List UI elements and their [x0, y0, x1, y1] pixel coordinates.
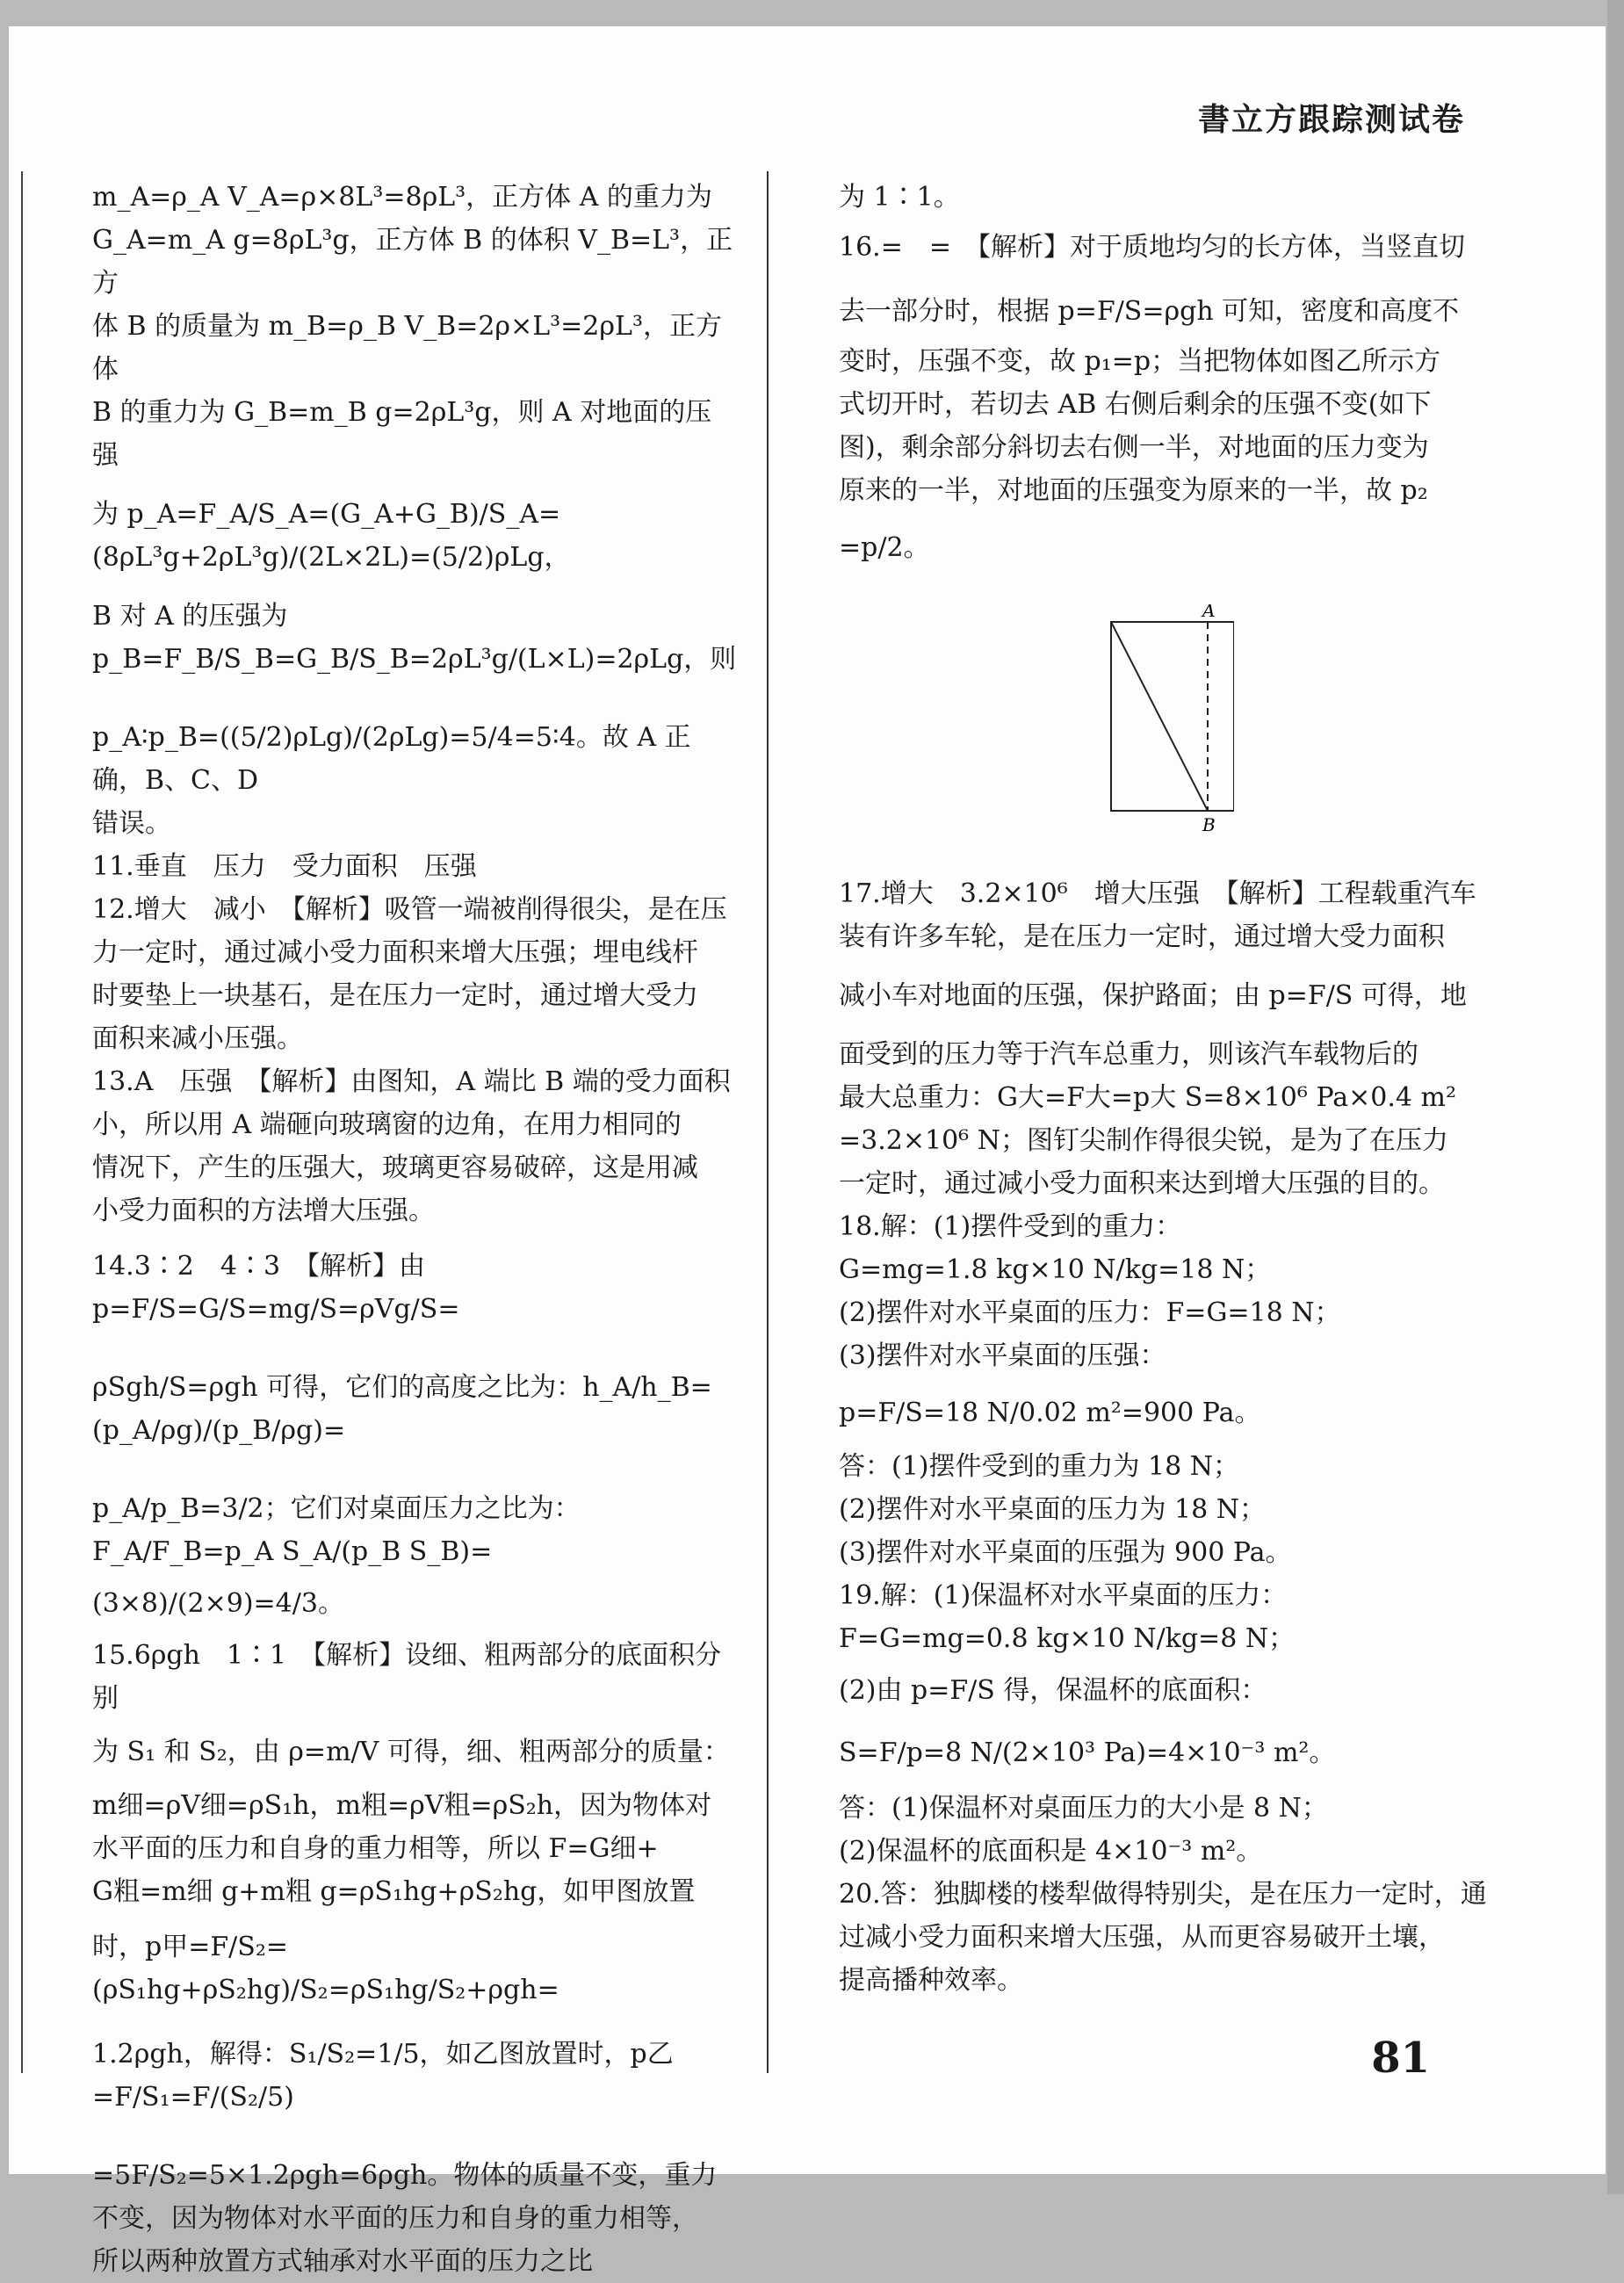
cut-block-figure [1076, 604, 1489, 846]
text-line: 不变，因为物体对水平面的压力和自身的重力相等， [92, 2203, 698, 2234]
left-margin-rule [21, 171, 23, 2073]
text-line: 力一定时，通过减小受力面积来增大压强；埋电线杆 [92, 937, 698, 968]
text-line: 变时，压强不变，故 p₁=p；当把物体如图乙所示方 [839, 346, 1441, 377]
text-line: G_A=m_A g=8ρL³g，正方体 B 的体积 V_B=L³，正方 [92, 225, 733, 299]
text-line: 情况下，产生的压强大，玻璃更容易破碎，这是用减 [92, 1152, 698, 1183]
answer-20: 20.答：独脚楼的楼犁做得特别尖，是在压力一定时，通 [839, 1879, 1487, 1910]
page [9, 26, 1606, 2277]
text-line: 为 1∶1。 [839, 182, 960, 213]
text-line: 减小车对地面的压强，保护路面；由 p=F/S 可得，地 [839, 980, 1467, 1011]
text-line: =3.2×10⁶ N；图钉尖制作得很尖锐，是为了在压力 [839, 1125, 1448, 1156]
text-line: 时要垫上一块基石，是在压力一定时，通过增大受力 [92, 980, 698, 1011]
text-line: 面积来减小压强。 [92, 1023, 303, 1054]
text-line: =5F/S₂=5×1.2ρgh=6ρgh。物体的质量不变，重力 [92, 2160, 718, 2191]
text-line: m_A=ρ_A V_A=ρ×8L³=8ρL³，正方体 A 的重力为 [92, 182, 712, 213]
answer-13: 13.A 压强 【解析】由图知，A 端比 B 端的受力面积 [92, 1066, 731, 1097]
text-line: 小受力面积的方法增大压强。 [92, 1196, 435, 1226]
column-divider [767, 171, 769, 2073]
text-line: B 的重力为 G_B=m_B g=2ρL³g，则 A 对地面的压强 [92, 397, 712, 471]
answer-17: 17.增大 3.2×10⁶ 增大压强 【解析】工程载重汽车 [839, 878, 1476, 909]
text-line: 面受到的压力等于汽车总重力，则该汽车载物后的 [839, 1039, 1418, 1070]
text-line: 所以两种放置方式轴承对水平面的压力之比 [92, 2246, 593, 2277]
text-line: S=F/p=8 N/(2×10³ Pa)=4×10⁻³ m²。 [839, 1738, 1336, 1768]
text-line: (2)保温杯的底面积是 4×10⁻³ m²。 [839, 1836, 1263, 1867]
answer-14: 14.3∶2 4∶3 【解析】由 p=F/S=G/S=mg/S=ρVg/S= [92, 1251, 460, 1325]
text-line: 时，p甲=F/S₂=(ρS₁hg+ρS₂hg)/S₂=ρS₁hg/S₂+ρgh= [92, 1932, 559, 2005]
text-line: =p/2。 [839, 532, 930, 563]
text-line: 答：(1)摆件受到的重力为 18 N； [839, 1451, 1239, 1482]
text-line: 为 S₁ 和 S₂，由 ρ=m/V 可得，细、粗两部分的质量： [92, 1737, 730, 1767]
figure-label-b: B [1202, 814, 1216, 833]
scan-edge [1607, 0, 1624, 2194]
answer-16: 16.= = 【解析】对于质地均匀的长方体，当竖直切 [839, 232, 1465, 263]
answer-12: 12.增大 减小 【解析】吸管一端被削得很尖，是在压 [92, 894, 727, 925]
text-line: 图)，剩余部分斜切去右侧一半，对地面的压力变为 [839, 432, 1429, 463]
text-line: 错误。 [92, 808, 171, 839]
answer-11: 11.垂直 压力 受力面积 压强 [92, 851, 477, 882]
figure-label-a: A [1202, 604, 1216, 621]
page-header-title: 書立方跟踪测试卷 [1197, 102, 1465, 138]
page-number: 81 [1371, 2034, 1430, 2083]
answer-19: 19.解：(1)保温杯对水平桌面的压力： [839, 1580, 1288, 1611]
text-line: G粗=m细 g+m粗 g=ρS₁hg+ρS₂hg，如甲图放置 [92, 1876, 696, 1907]
block-outline [1111, 622, 1234, 811]
text-line: 去一部分时，根据 p=F/S=ρgh 可知，密度和高度不 [839, 296, 1460, 327]
text-line: p_A∶p_B=((5/2)ρLg)/(2ρLg)=5/4=5∶4。故 A 正确，B、C、D [92, 722, 691, 796]
text-line: 提高播种效率。 [839, 1965, 1023, 1996]
text-line: (2)摆件对水平桌面的压力：F=G=18 N； [839, 1297, 1341, 1328]
text-line: B 对 A 的压强为 p_B=F_B/S_B=G_B/S_B=2ρL³g/(L×L)=2ρLg，则 [92, 601, 737, 675]
right-column [839, 176, 1489, 2002]
text-line: 1.2ρgh，解得：S₁/S₂=1/5，如乙图放置时，p乙=F/S₁=F/(S₂/5) [92, 2039, 674, 2113]
text-line: (3×8)/(2×9)=4/3。 [92, 1588, 344, 1619]
rectangle-diagram [1076, 604, 1234, 833]
text-line: (3)摆件对水平桌面的压强为 900 Pa。 [839, 1537, 1292, 1568]
text-line: F=G=mg=0.8 kg×10 N/kg=8 N； [839, 1623, 1296, 1654]
text-line: 体 B 的质量为 m_B=ρ_B V_B=2ρ×L³=2ρL³，正方体 [92, 311, 722, 385]
answer-15: 15.6ρgh 1∶1 【解析】设细、粗两部分的底面积分别 [92, 1640, 722, 1714]
text-line: 一定时，通过减小受力面积来达到增大压强的目的。 [839, 1168, 1445, 1199]
diagonal-cut-line [1111, 622, 1208, 811]
text-line: 原来的一半，对地面的压强变为原来的一半，故 p₂ [839, 475, 1428, 506]
left-column [92, 176, 738, 2283]
text-line: 为 p_A=F_A/S_A=(G_A+G_B)/S_A=(8ρL³g+2ρL³g)/(2L×2L)=(5/2)ρLg， [92, 499, 571, 573]
text-line: 式切开时，若切去 AB 右侧后剩余的压强不变(如下 [839, 389, 1432, 420]
text-line: 最大总重力：G大=F大=p大 S=8×10⁶ Pa×0.4 m² [839, 1082, 1457, 1113]
text-line: (3)摆件对水平桌面的压强： [839, 1340, 1166, 1371]
text-line: p_A/p_B=3/2；它们对桌面压力之比为：F_A/F_B=p_A S_A/(p_B S_B)= [92, 1493, 581, 1567]
text-line: (2)摆件对水平桌面的压力为 18 N； [839, 1494, 1266, 1525]
text-line: (2)由 p=F/S 得，保温杯的底面积： [839, 1675, 1267, 1706]
text-line: m细=ρV细=ρS₁h，m粗=ρV粗=ρS₂h，因为物体对 [92, 1790, 712, 1821]
text-line: 过减小受力面积来增大压强，从而更容易破开土壤， [839, 1922, 1445, 1953]
answer-18: 18.解：(1)摆件受到的重力： [839, 1211, 1182, 1242]
text-line: 答：(1)保温杯对桌面压力的大小是 8 N； [839, 1793, 1328, 1824]
text-line: 小，所以用 A 端砸向玻璃窗的边角，在用力相同的 [92, 1109, 682, 1140]
text-line: 装有许多车轮，是在压力一定时，通过增大受力面积 [839, 921, 1445, 952]
text-line: p=F/S=18 N/0.02 m²=900 Pa。 [839, 1398, 1261, 1428]
text-line: ρSgh/S=ρgh 可得，它们的高度之比为：h_A/h_B=(p_A/ρg)/(p_B/ρg)= [92, 1372, 712, 1446]
text-line: G=mg=1.8 kg×10 N/kg=18 N； [839, 1254, 1272, 1285]
text-line: 水平面的压力和自身的重力相等，所以 F=G细+ [92, 1833, 659, 1864]
